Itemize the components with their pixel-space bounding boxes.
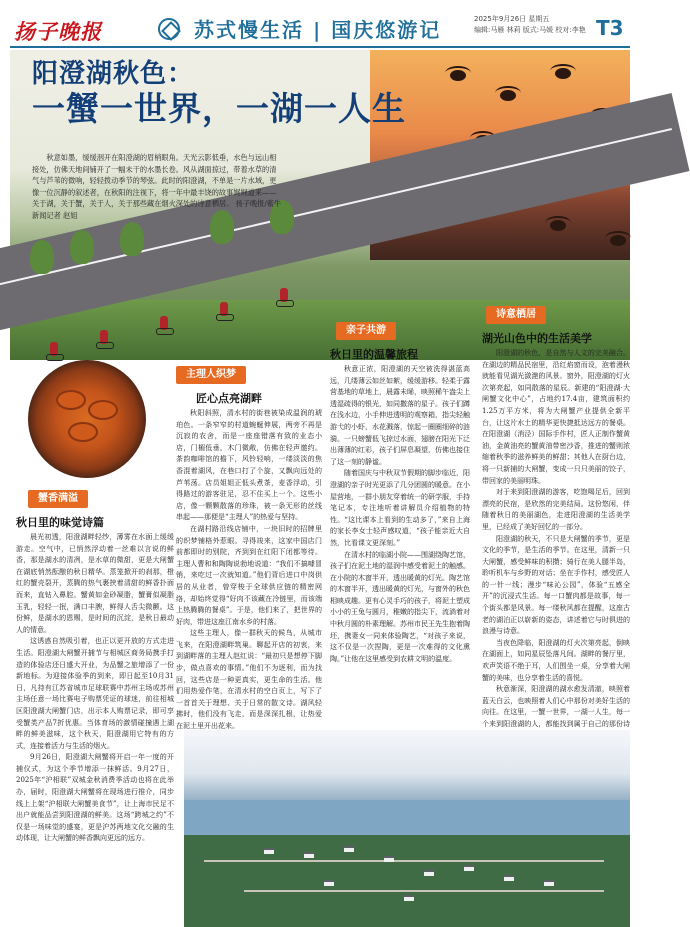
paragraph: 9月26日，阳澄湖大闸蟹将开启一年一度的开捕仪式，为这个季节增添一抹鲜活。9月27日，2025年“沪相联”双城金秋消费季活动也将在此举办，届时，阳澄湖大闸蟹将在现场进行推介，同步线上上架“沪相联大闸蟹美食节”，让上海市民足不出户就能品尝到阳澄湖的鲜美。这场“跨城之约”不仅是一场味觉的盛宴，更是沪苏两地文化交融的生动体现，让大闸蟹的鲜香飘向更远的远方。 [16, 753, 174, 843]
lead-paragraph [32, 152, 282, 221]
main-headline [32, 58, 406, 128]
paragraph: 晨光初透，阳澄湖畔轻纱，薄雾在水面上缓缓游走。空气中，已悄然浮动着一丝难以言说的鲜香，那是湖水的清冽，是水草的微甜，更是大闸蟹在湖底悄然酝酿的秋日精华。蒸笼掀开的刹那，橙红的蟹壳裂开，蒸腾的热气裹挟着清甜的鲜香扑面而来，直钻入鼻腔。蟹黄如金砂凝脂，蟹膏似凝脂玉乳，轻轻一抿，满口丰腴，鲜得人舌尖微颤。这份鲜，是湖水的恩赐，是时间的沉淀，是秋日最动人的情意。 [16, 533, 174, 634]
section-body-family [330, 364, 470, 726]
paragraph: 这些主理人，像一群秋天的候鸟，从城市飞来，在阳澄湖畔筑巢。聊起开店的初衷，来到湖畔落的主理人赵红说：“最初只是想停下脚步，做点喜欢的事情。”他们不为逐利，而为找回，这些店是一种更真实，更生命的生活。他们用热爱作笔，在清水村的空白页上，写下了一首首关于理想、关于日常的散文诗。湖风轻拂时，他们没有飞走，而是深深扎根，让热爱在泥土里开出花来。 [176, 629, 322, 731]
section-body-crab [16, 532, 174, 924]
village-land [184, 835, 630, 927]
issue-date: 2025年9月26日 星期五 [474, 15, 550, 23]
paragraph: 秋阳斜照，清水村的街巷被染成温润的琥珀色。一条窄窄的村道蜿蜒伸展，两旁不再是沉寂的农舍，而是一座座错落有致的业态小店，门楣低垂，木门微敞，仿佛在轻声邀约。茶韵咖啡馆的檐下，风铃轻响，一缕淡淡的焦香混着湖风，在巷口打了个旋，又飘向远处的芦苇荡。店员姐姐正低头煮茶，麦香浮动，引得路过的游客驻足，忍不住买上一个。这些小店，像一颗颗散落的珍珠，被一条无形的丝线串起——那便是“主理人”的热爱与坚持。 [176, 409, 322, 522]
paragraph: 阳澄湖的秋天，不只是大闸蟹的季节，更是文化的季节，是生活的季节。在这里，清新一只大闸蟹，感受鲜味的积攒；骑行在美人腿半岛，聆听机车与乡野的对话；坐在手作村，感受匠人的一针一线；漫步“味沁公园”，体验“五感全开”的沉浸式生活。每一口蟹肉都是故事，每一个街头都是风景。每一缕秋风都在提醒，这座古老的湖泊正以崭新的姿态，讲述着它与时俱进的浪漫与诗意。 [482, 534, 630, 636]
house-icon [504, 875, 514, 881]
crab-silhouette-icon [550, 220, 566, 231]
paragraph: 对于来到阳澄湖的游客，吃饱喝足后，回到漂亮的民宿，是欣然的完美结局。这份悠闲，伴随着秋日的美丽湖色，走进阳澄湖的生活美学里，已经成了美好回忆的一部分。 [482, 488, 630, 531]
cyclist-icon [220, 302, 228, 316]
section-tag-family: 亲子共游 [336, 322, 396, 340]
house-icon [384, 856, 394, 862]
section-heading-poetic: 湖光山色中的生活美学 [482, 332, 592, 345]
lead-text: 秋意如墨，缓缓洇开在阳澄湖的眉梢眼角。天光云影低垂，水色与远山相接处，仿佛天地间铺开了一幅未干的水墨长卷。风从湖面掠过，带着水草的清气与芦苇的微响，轻轻拨动季节的琴弦。此时的阳澄湖，不单是一片水域，更像一位沉静的叙述者，在秋阳的注视下，将一年中最丰饶的故事娓娓道来——关于湖，关于蟹，关于人，关于那些藏在烟火深处的诗意栖居。 [32, 153, 277, 208]
headline-line-1: 阳澄湖秋色： [32, 59, 195, 89]
house-icon [544, 880, 554, 886]
section-body-owner [176, 408, 322, 731]
house-icon [344, 846, 354, 852]
house-icon [304, 852, 314, 858]
masthead [0, 0, 640, 46]
masthead-meta [474, 14, 586, 36]
column-title: 苏式慢生活 | 国庆悠游记 [194, 18, 442, 42]
steamed-crab-icon [56, 390, 86, 410]
masthead-rule [10, 46, 630, 48]
village-road [204, 860, 604, 862]
newspaper-logo: 扬子晚报 [14, 19, 102, 44]
paragraph: 这诱惑自然吸引着，也正以更开放的方式走进生活。阳澄湖大闸蟹开捕节与相城区商务局携手打造的体验店还日盛大开业，为品蟹之旅增添了一份新地标。为迎接体验季的到来，即日起至10月31日，凡持有江苏省城市足球联赛中苏州主场或苏州主场任意一场比赛电子购票凭证的球迷，前往相城区阳澄湖大闸蟹门店，出示本人购票记录，即可享受蟹类产品7折优惠。当体育场的激情碰撞遇上湖畔的鲜美滋味，这个秋天，阳澄湖用它特有的方式，连接着活力与生活的烟火。 [16, 637, 174, 750]
section-tag-owner: 主理人织梦 [176, 366, 246, 384]
tree-icon [120, 222, 144, 256]
section-heading-owner: 匠心点亮湖畔 [196, 392, 262, 405]
tree-icon [70, 230, 94, 264]
house-icon [464, 865, 474, 871]
cyclist-icon [100, 330, 108, 344]
paragraph: 阳澄湖的秋色，是自然与人文的完美融合。在湖边的精品民宿里，沿红焰窗而设，泡着漫秋就能看见湖光潋滟的风景。窗外，阳澄湖的灯火次第亮起，如同散落的星辰。新建的“阳澄湖·大闸蟹文化中心”，占地约17.4亩，建筑面积约1.25万平方米，将为大闸蟹产业提供全新平台，让这片水土的精华更快捷抵达远方的餐桌。在阳澄湖（消泾）国际手作村，匠人正制作蟹黄油，金黄油亮的蟹黄油带密沙香，推进的蟹则浓缩着秋季的滋养鲜美的鲜甜；其他人在厨台边，将一只新捕的大闸蟹，变成一只只美丽的饺子，带回家的美丽明珠。 [482, 349, 630, 485]
cyclist-icon [280, 288, 288, 302]
section-body-poetic [482, 348, 630, 726]
paragraph: 当夜色降临，阳澄湖的灯火次第亮起，倒映在湖面上，如同星辰坠落凡间。湖畔的餐厅里，欢声笑语不绝于耳，人们围坐一桌，分享着大闸蟹的美味，也分享着生活的喜悦。 [482, 638, 630, 682]
editor-credits: 编辑:马雁 林莉 版式:马媛 校对:李艳 [474, 26, 586, 34]
house-icon [404, 895, 414, 901]
steamed-crab-icon [88, 400, 118, 420]
village-road [244, 890, 604, 892]
crab-silhouette-icon [500, 90, 516, 101]
house-icon [424, 870, 434, 876]
page-number: T3 [596, 16, 624, 40]
headline-line-2: 一蟹一世界，一湖一人生 [32, 89, 406, 128]
steamed-crab-plate-photo [28, 360, 146, 478]
crab-silhouette-icon [450, 70, 466, 81]
knot-ornament-icon [158, 18, 180, 40]
cyclist-icon [50, 342, 58, 356]
section-tag-poetic: 诗意栖居 [486, 306, 546, 324]
crab-silhouette-icon [610, 235, 626, 246]
section-heading-family: 秋日里的温馨旅程 [330, 348, 418, 361]
section-heading-crab: 秋日里的味觉诗篇 [16, 516, 104, 529]
steamed-crab-icon [68, 422, 98, 442]
house-icon [324, 880, 334, 886]
lake-water [184, 800, 630, 840]
byline: 扬子晚报/紫牛新闻记者 赵姐 [32, 199, 282, 220]
aerial-village-photo [184, 730, 630, 927]
paragraph: 随着国庆与中秋双节假期的脚步临近，阳澄湖的亲子时光更添了几分团圆的暖意。在小屋营地，一群小朋友穿着统一的研学服，手持笔记本，专注地听着讲解员介绍植物的特性。“这比课本上看到的生动多了，”来自上海的家长李女士轻声感叹道，“孩子能亲近大自然，比看课文更深刻。” [330, 469, 470, 547]
paragraph: 秋意正浓，阳澄湖的天空被洗得湛蓝高远，几缕薄云如丝如絮，缓缓游移。轻柔于露营基地的草地上，晨露未晞，映照稀午盎尖上透湿疏得的银光，如同撒落的星子。孩子们蹲在浅水边，小手伸进透明的观察箱，指尖轻触游弋的小虾，水花溅落，惊起一圈圈细碎的涟漪。一只螃蟹低飞掠过水面，翅膀在阳光下泛出薄薄的红彩，孩子们屏息凝望，仿佛也接住了这一刻的静谧。 [330, 365, 470, 466]
house-icon [264, 848, 274, 854]
tree-icon [30, 240, 54, 274]
paragraph: 在清水村的临湖小院——围湖绕陶艺馆，孩子们在泥土地的湿润中感受着泥土的触感。在小院的木窗半开，透出暖黄的灯光。陶艺馆的木窗半开，透出暖黄的灯光，与窗外的秋色相映成趣。更有心灵手巧的孩子，将泥土塑成小小的王兔与圆月，稚嫩的指尖下，流淌着对中秋月圆的朴素理解。苏州市民王先生抱着陶坯，携妻女一同来体验陶艺，“对孩子来说，这不仅是一次捏陶，更是一次难得的文化熏陶。”让他在这里感受到农耕文明的温度。 [330, 550, 470, 663]
crab-silhouette-icon [555, 68, 571, 79]
section-tag-crab: 蟹香满溢 [28, 490, 88, 508]
cyclist-icon [160, 316, 168, 330]
paragraph: 在湖村路沿线店铺中，一块旧时的招牌里的织梦铺格外惹眼。寻得竣来，这家中国店门前都即时的别院，齐到到在红阳下闭都等待。主理人曹和和陶陶说勃地说道：“我们不搞噱冒销，来吃过一次就知道。”他们背后进口中岗供居的从业者，曾穿梭于全球供应链的精密网络，却始终觉得“好肉不该藏在冷链里，而该端上热腾腾的餐桌”。于是，他们来了，把世界的好肉，带进这座江南水乡的村落。 [176, 524, 322, 626]
paragraph: 秋意渐深，阳澄湖的湖水愈发清澈，映照着蓝天白云，也映照着人们心中那份对美好生活的向往。在这里，一蟹一世界，一湖一人生，每一个来到阳澄湖的人，都能找到属于自己的那份诗 [482, 685, 630, 728]
